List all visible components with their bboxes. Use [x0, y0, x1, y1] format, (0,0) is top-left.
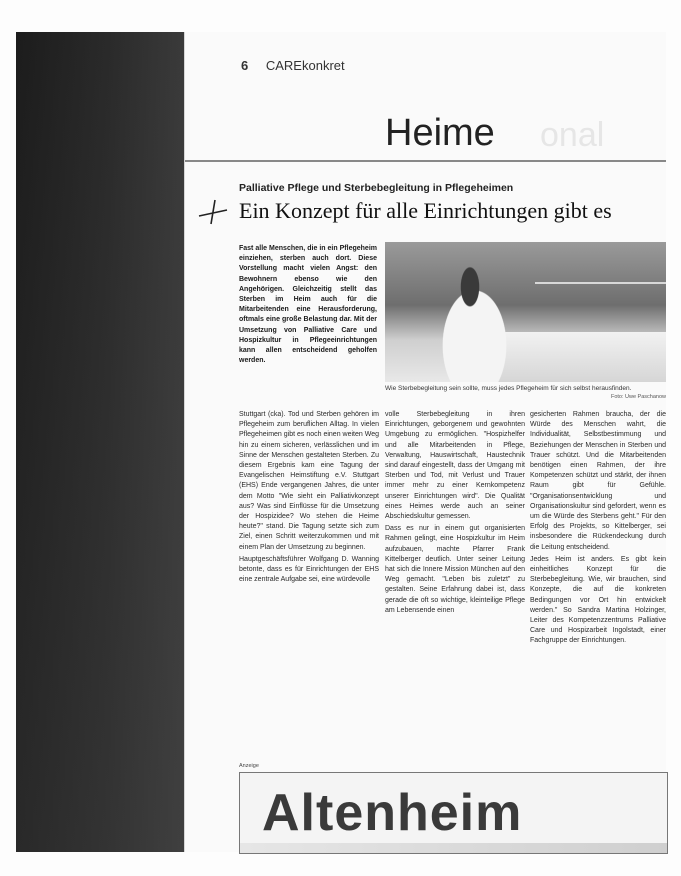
advertisement — [239, 772, 668, 854]
photo-caption-text: Wie Sterbebegleitung sein sollte, muss jedes Pflegeheim für sich selbst herausfinden. — [385, 385, 632, 392]
paragraph: Hauptgeschäftsführer Wolfgang D. Wanning betonte, dass es für Einrichtungen der EHS eine zentrale Aufgabe sei, eine würdevolle — [239, 555, 379, 584]
paragraph: gesicherten Rahmen braucha, der die Würde des Menschen wahrt, die Individualität, Selbstbestimmung und Beziehungen der Menschen in Sterben und Trauer schützt. Und die Mitarbeitenden benötigen einen Rahmen, der ihre Kompetenzen schützt und stärkt, der ihnen Raum gibt für Gefühle. "Organisationsentwicklung und Organisationskultur sind gefordert, wenn es um die Würde des Sterbens geht." Für den Erfolg des Projekts, so Kittelberger, sei insbesondere die Rückendeckung durch die Leitung entscheidend. — [530, 411, 666, 551]
photo-person — [425, 260, 515, 382]
photo-caption — [385, 384, 666, 400]
section-rule — [185, 160, 666, 162]
paragraph: Stuttgart (cka). Tod und Sterben gehören im Pflegeheim zum beruflichen Alltag. In vielen Pflegeheimen gibt es noch einen weiten Weg hin zu einem sicheren, verlässlichen und im Sinne der Menschen gestalteten Sterben. Zu diesem Ergebnis kam eine Tagung der Evangelischen Heimstiftung e.V. Stuttgart (EHS) Ende vergangenen Jahres, die unter dem Motto "Wie sieht ein Palliativkonzept aus? Was sind Einflüsse für die Umsetzung der Hospizidee? Wo stehen die Heime heute?" stand. Die Tagung setzte sich zum Ziel, einen Schritt weiterzukommen und mit einem Plan der Umsetzung zu beginnen. — [239, 411, 379, 551]
article-column-1 — [239, 410, 379, 587]
ad-image-strip — [240, 843, 667, 853]
section-ghost-text: onal — [540, 116, 605, 154]
photo-credit: Foto: Uwe Paschanow — [610, 394, 666, 400]
article-headline: Ein Konzept für alle Einrichtungen gibt es — [239, 198, 612, 223]
section-title: Heime — [385, 112, 495, 154]
handwritten-mark-icon — [197, 196, 237, 226]
publication-name: CAREkonkret — [265, 58, 345, 73]
page-header — [241, 58, 345, 73]
article-column-2 — [385, 410, 525, 618]
paragraph: Jedes Heim ist anders. Es gibt kein einheitliches Konzept für die Sterbebegleitung. Wie, wir brauchen, sind Konzepte, die auf die konkreten Bedingungen vor Ort hin entwickelt werden." So Sandra Martina Holzinger, Leiter des Kompetenzzentrums Palliative Care und Hospizarbeit Ingolstadt, einer Fachgruppe der Einrichtungen. — [530, 555, 666, 645]
article-photo — [385, 242, 666, 382]
newspaper-page — [184, 32, 666, 852]
article-kicker: Palliative Pflege und Sterbebegleitung in Pflegeheimen — [239, 182, 514, 194]
photo-bed — [495, 332, 666, 382]
article-column-3 — [530, 410, 666, 649]
paragraph: Dass es nur in einem gut organisierten Rahmen gelingt, eine Hospizkultur im Heim aufzubauen, machte Pfarrer Frank Kittelberger deutlich. Unter seiner Leitung hat sich die Innere Mission München auf den Weg gemacht. "Leben bis zuletzt" zu gestalten. Seine Erfahrung dabei ist, dass gerade die oft so wichtige, kleinteilige Pflege am Lebensende einen — [385, 525, 525, 614]
scan-dark-edge — [16, 32, 184, 852]
article-lead: Fast alle Menschen, die in ein Pflegeheim einziehen, sterben auch dort. Diese Vorstellung macht vielen Angst: den Bewohnern ebenso wie den Angehörigen. Gleichzeitig stellt das Sterben im Heim auch für die Mitarbeitenden eine Herausforderung, oftmals eine große Belastung dar. Mit der Umsetzung von Palliative Care und Hospizkultur in Pflegeeinrichtungen kann allen entscheidend geholfen werden. — [239, 245, 377, 365]
ad-title: Altenheim — [262, 784, 523, 842]
photo-wall — [535, 282, 666, 284]
page-number: 6 — [241, 58, 249, 73]
scan-shadow — [16, 32, 184, 852]
paragraph: volle Sterbebegleitung in ihren Einrichtungen, geborgenem und gewohnten Umgebung zu ermöglichen. "Hospizhelfer und alle Mitarbeitenden in Pflege, Verwaltung, Hauswirtschaft, Haustechnik sind darauf eingestellt, dass der Umgang mit Sterben und Tod, mit Verlust und Trauer immer mehr zu einer Kernkompetenz unserer Einrichtungen wird". Die Qualität eines Heimes werde auch an seiner Abschiedskultur gemessen. — [385, 411, 525, 521]
ad-label: Anzeige — [239, 763, 259, 769]
